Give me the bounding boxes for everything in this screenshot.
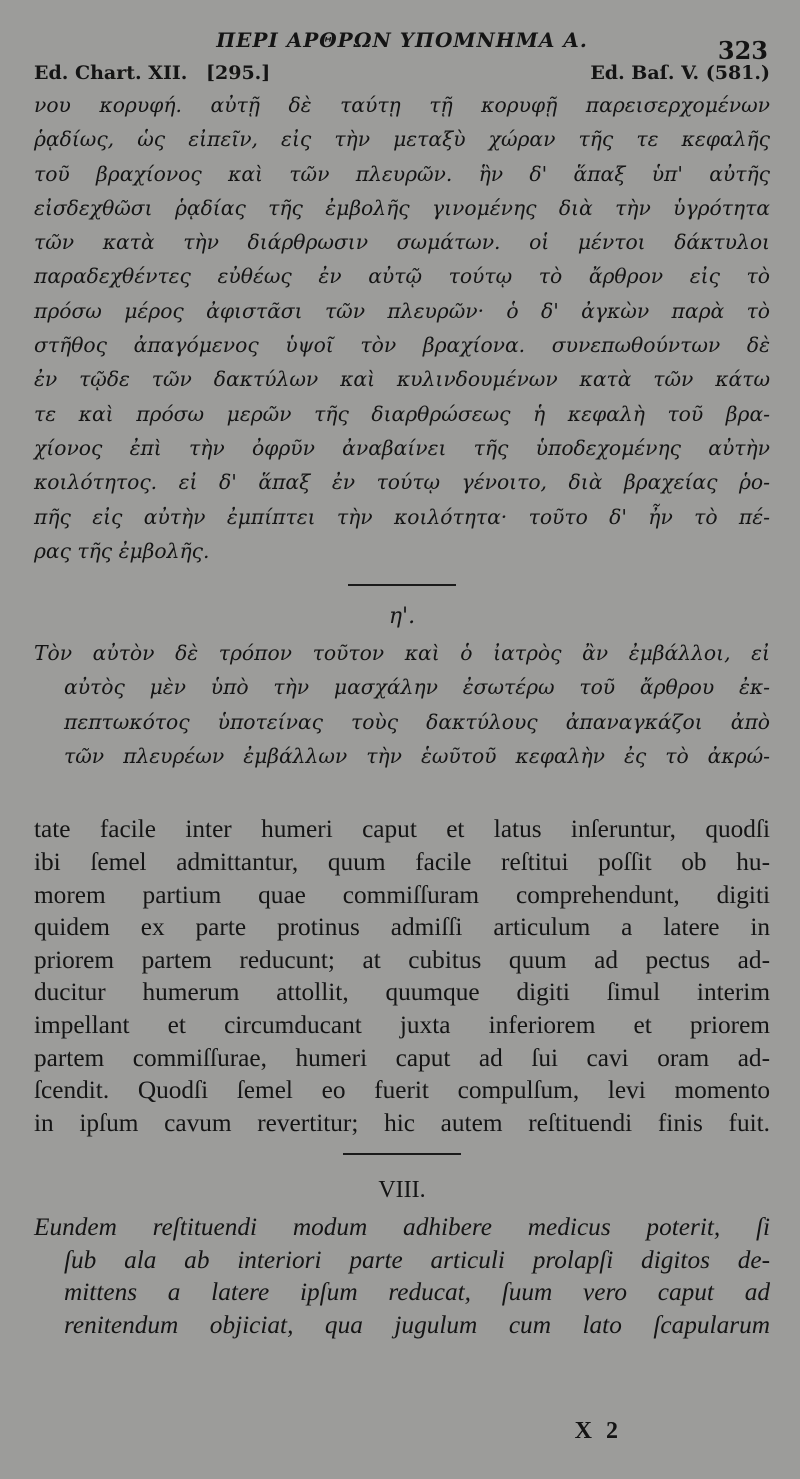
text-line: τε καὶ πρόσω μερῶν τῆς διαρθρώσεως ἡ κεφαλὴ τοῦ βρα- <box>34 401 770 426</box>
signature-mark: X 2 <box>574 1418 622 1444</box>
text-line: ſcendit. Quodſi ſemel eo fuerit compulſum, levi momento <box>34 1076 770 1105</box>
text-line: morem partium quae commiſſuram comprehendunt, digiti <box>34 880 770 909</box>
text-line: τῶν πλευρέων ἐμβάλλων τὴν ἑωῦτοῦ κεφαλὴν ἐς τὸ ἀκρώ- <box>64 744 770 769</box>
greek-text-block-2 <box>34 636 770 773</box>
latin-text-block-1 <box>34 813 770 1139</box>
text-line: ducitur humerum attollit, quumque digiti ſimul interim <box>34 978 770 1007</box>
edition-left <box>34 62 282 84</box>
text-line: τῶν κατὰ τὴν διάρθρωσιν σωμάτων. οἱ μέντοι δάκτυλοι <box>34 230 770 255</box>
greek-section-number: η'. <box>388 604 416 630</box>
edition-chart: Ed. Chart. XII. <box>34 62 188 84</box>
text-line: εἰσδεχθῶσι ῥᾳδίας τῆς ἐμβολῆς γινομένης διὰ τὴν ὑγρότητα <box>34 195 770 220</box>
section-divider <box>343 1153 461 1155</box>
text-line: ῥᾳδίως, ὡς εἰπεῖν, εἰς τὴν μεταξὺ χώραν τῆς τε κεφαλῆς <box>34 127 770 152</box>
text-line: ſub ala ab interiori parte articuli prolapſi digitos de- <box>64 1245 770 1274</box>
text-line: νου κορυφή. αὐτῇ δὲ ταύτῃ τῇ κορυφῇ παρεισερχομένων <box>34 93 770 117</box>
text-line: in ipſum cavum revertitur; hic autem reſtituendi finis fuit. <box>34 1108 770 1137</box>
text-line: mittens a latere ipſum reducat, ſuum vero caput ad <box>64 1278 770 1307</box>
text-line: priorem partem reducunt; at cubitus quum ad pectus ad- <box>34 945 770 974</box>
text-line: στῆθος ἀπαγόμενος ὑψοῖ τὸν βραχίονα. συνεπωθούντων δὲ <box>34 333 770 358</box>
text-line: impellant et circumducant juxta inferiorem et priorem <box>34 1010 770 1039</box>
text-line: tate facile inter humeri caput et latus inſeruntur, quodſi <box>34 815 770 844</box>
text-line: πῆς εἰς αὐτὴν ἐμπίπτει τὴν κοιλότητα· τοῦτο δ' ἦν τὸ πέ- <box>34 504 770 529</box>
greek-text-block-1 <box>34 88 770 568</box>
running-head <box>34 0 770 65</box>
latin-text-block-2 <box>34 1211 770 1341</box>
text-line: quidem ex parte protinus admiſſi articulum a latere in <box>34 913 770 942</box>
text-line: παραδεχθέντες εὐθέως ἐν αὐτῷ τούτῳ τὸ ἄρθρον εἰς τὸ <box>34 264 770 289</box>
text-line: Τὸν αὐτὸν δὲ τρόπον τοῦτον καὶ ὁ ἰατρὸς ἂν ἐμβάλλοι, εἰ <box>34 641 770 666</box>
section-divider <box>348 584 456 586</box>
text-line: ρας τῆς ἐμβολῆς. <box>34 538 210 563</box>
running-title: ΠΕΡΙ ΑΡΘΡΩΝ ΥΠΟΜΝΗΜΑ Α. <box>216 28 588 52</box>
text-line: κοιλότητος. εἰ δ' ἅπαξ ἐν τούτῳ γένοιτο, διὰ βραχείας ῥο- <box>34 470 770 495</box>
text-line: renitendum objiciat, qua jugulum cum lato ſcapularum <box>64 1311 770 1340</box>
text-line: πρόσω μέρος ἀφιστᾶσι τῶν πλευρῶν· ὁ δ' ἀγκὼν παρὰ τὸ <box>34 298 770 323</box>
edition-basel: Ed. Baſ. V. (581.) <box>590 62 770 84</box>
text-line: τοῦ βραχίονος καὶ τῶν πλευρῶν. ἣν δ' ἅπαξ ὑπ' αὐτῆς <box>34 161 770 186</box>
text-line: ἐν τῷδε τῶν δακτύλων καὶ κυλινδουμένων κατὰ τῶν κάτω <box>34 367 770 392</box>
latin-section-number: VIII. <box>378 1177 426 1204</box>
text-line: αὐτὸς μὲν ὑπὸ τὴν μασχάλην ἐσωτέρω τοῦ ἄρθρου ἐκ- <box>64 675 770 700</box>
text-line: ibi ſemel admittantur, quum facile reſtitui poſſit ob hu- <box>34 847 770 876</box>
text-line: Eundem reſtituendi modum adhibere medicus poterit, ſi <box>34 1213 770 1242</box>
text-line: partem commiſſurae, humeri caput ad ſui cavi oram ad- <box>34 1043 770 1072</box>
edition-chart-page: [295.] <box>206 62 271 84</box>
text-line: πεπτωκότος ὑποτείνας τοὺς δακτύλους ἀπαναγκάζοι ἀπὸ <box>64 709 770 734</box>
text-line: χίονος ἐπὶ τὴν ὀφρῦν ἀναβαίνει τῆς ὑποδεχομένης αὐτὴν <box>34 435 770 460</box>
page-number: 323 <box>717 36 768 65</box>
edition-line <box>34 62 770 88</box>
